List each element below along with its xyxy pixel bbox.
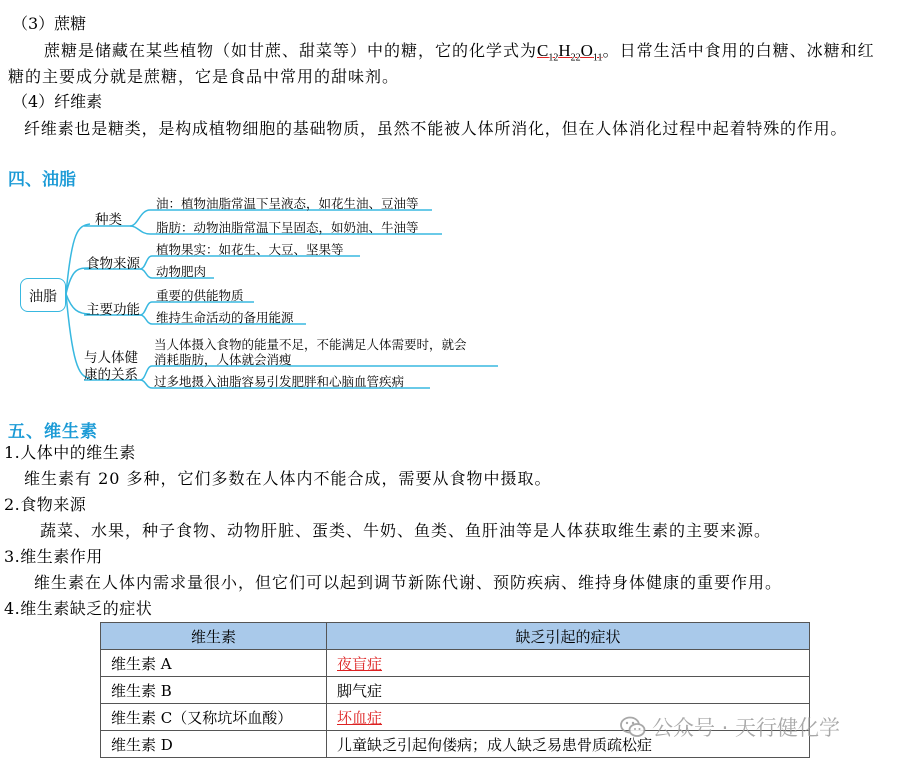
watermark: 公众号 · 天行健化学 [620, 712, 840, 742]
sucrose-paragraph-line2: 糖的主要成分就是蔗糖，它是食品中常用的甜味剂。 [8, 67, 400, 86]
table-cell-symptom: 儿童缺乏引起佝偻病；成人缺乏易患骨质疏松症 [327, 731, 810, 758]
sucrose-text-post: 。日常生活中食用的白糖、冰糖和红 [602, 41, 875, 60]
mindmap-item: 重要的供能物质 [156, 288, 244, 303]
sucrose-formula: $C_{12}H_{22}O_{11}$ [537, 41, 603, 64]
table-cell-vitamin: 维生素 D [101, 731, 327, 758]
table-header: 维生素 [101, 623, 327, 650]
mindmap-item: 消耗脂肪，人体就会消瘦 [154, 352, 292, 367]
sucrose-heading: （3）蔗糖 [12, 14, 87, 33]
mindmap-item: 当人体摄入食物的能量不足，不能满足人体需要时，就会 [154, 337, 467, 352]
vitamin-text-3: 维生素在人体内需求量很小，但它们可以起到调节新陈代谢、预防疾病、维持身体健康的重要作用。 [34, 573, 783, 592]
wechat-icon [620, 716, 646, 738]
vitamin-section-title: 五、维生素 [8, 422, 98, 442]
table-cell-symptom: 夜盲症 [327, 650, 810, 677]
cellulose-heading: （4）纤维素 [12, 92, 103, 111]
vitamin-text-2: 蔬菜、水果，种子食物、动物肝脏、蛋类、牛奶、鱼类、鱼肝油等是人体获取维生素的主要来源。 [40, 521, 772, 540]
vitamin-subheading-1: 1.人体中的维生素 [4, 443, 136, 462]
mindmap-root: 油脂 [20, 278, 66, 312]
mindmap-branch-types: 种类 [95, 212, 122, 228]
table-header-row [101, 623, 810, 650]
cellulose-text: 纤维素也是糖类，是构成植物细胞的基础物质，虽然不能被人体所消化，但在人体消化过程中起着特殊的作用。 [24, 119, 848, 138]
table-row [101, 677, 810, 704]
table-cell-vitamin: 维生素 B [101, 677, 327, 704]
mindmap-item: 植物果实：如花生、大豆、坚果等 [156, 242, 344, 257]
sucrose-text-pre: 蔗糖是储藏在某些植物（如甘蔗、甜菜等）中的糖，它的化学式为 [44, 41, 538, 60]
table-cell-vitamin: 维生素 C（又称坑坏血酸） [101, 704, 327, 731]
mindmap-item: 油：植物油脂常温下呈液态，如花生油、豆油等 [156, 196, 419, 211]
table-cell-symptom: 坏血症 [327, 704, 810, 731]
table-cell-symptom: 脚气症 [327, 677, 810, 704]
vitamin-subheading-4: 4.维生素缺乏的症状 [4, 599, 153, 618]
vitamin-subheading-2: 2.食物来源 [4, 495, 87, 514]
table-cell-vitamin: 维生素 A [101, 650, 327, 677]
mindmap-branch-food-sources: 食物来源 [86, 256, 140, 272]
mindmap-branch-health-l2: 康的关系 [84, 367, 138, 383]
table-row [101, 650, 810, 677]
mindmap-branch-functions: 主要功能 [86, 302, 140, 318]
mindmap-item: 过多地摄入油脂容易引发肥胖和心脑血管疾病 [154, 374, 405, 389]
mindmap-branch-health-l1: 与人体健 [84, 350, 138, 366]
mindmap-item: 动物肥肉 [156, 264, 207, 279]
vitamin-subheading-3: 3.维生素作用 [4, 547, 103, 566]
fat-mindmap [0, 190, 520, 390]
mindmap-item: 维持生命活动的备用能源 [156, 310, 294, 325]
mindmap-item: 脂肪：动物油脂常温下呈固态，如奶油、牛油等 [156, 220, 419, 235]
fat-section-title: 四、油脂 [8, 170, 76, 190]
vitamin-text-1: 维生素有 20 多种，它们多数在人体内不能合成，需要从食物中摄取。 [24, 469, 552, 488]
table-header: 缺乏引起的症状 [327, 623, 810, 650]
